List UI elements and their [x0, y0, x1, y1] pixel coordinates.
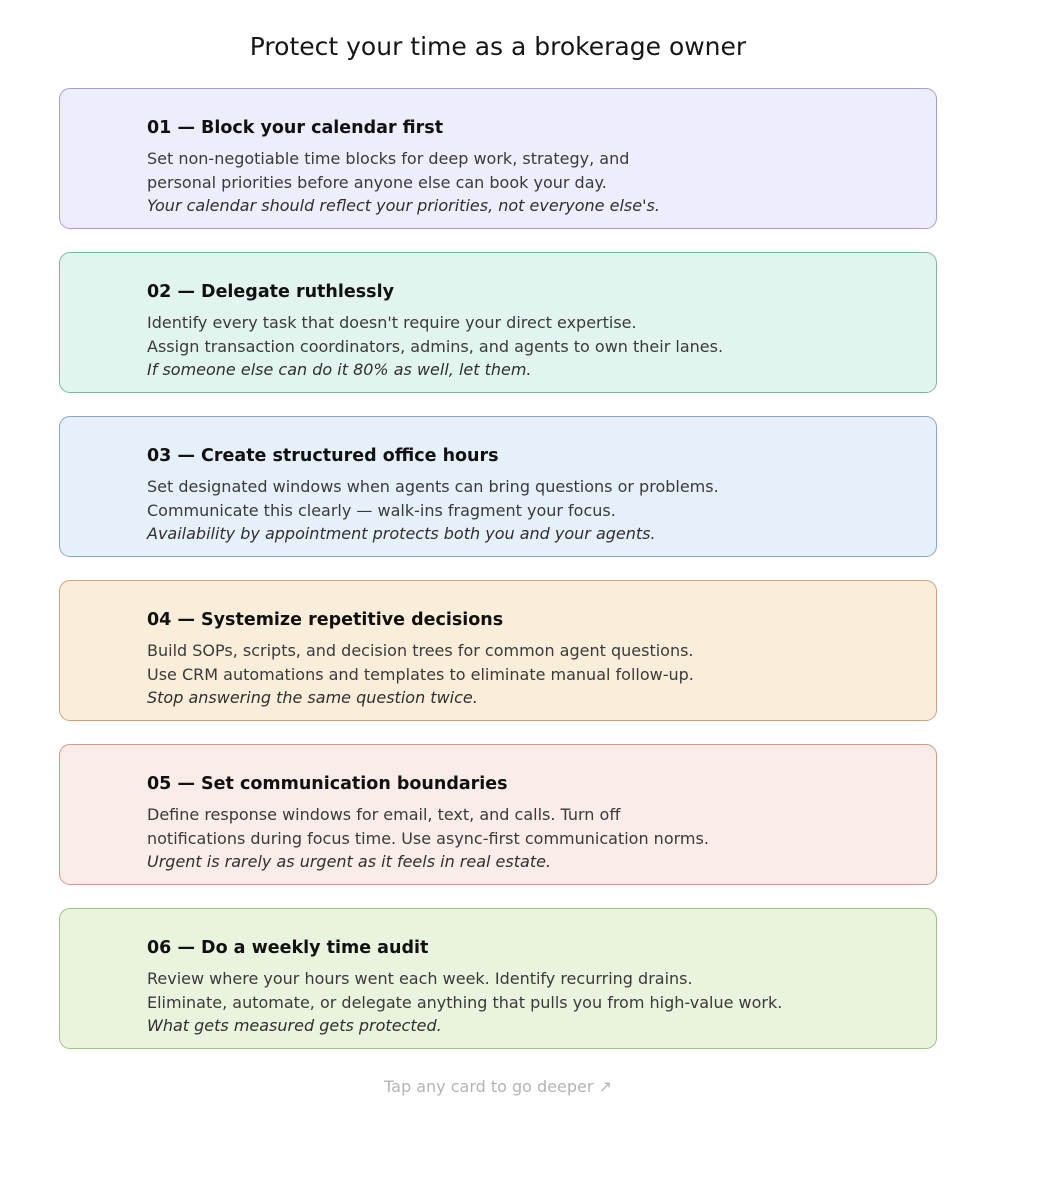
card-note: Stop answering the same question twice.: [147, 688, 478, 707]
card-body-line: Review where your hours went each week. Identify recurring drains.: [147, 969, 693, 988]
card-body-line: Identify every task that doesn't require your direct expertise.: [147, 313, 637, 332]
card-note: Urgent is rarely as urgent as it feels in real estate.: [147, 852, 552, 871]
card-title: 01 — Block your calendar first: [147, 118, 444, 138]
card-body-line: Eliminate, automate, or delegate anything that pulls you from high-value work.: [147, 992, 783, 1012]
card-body-line: Use CRM automations and templates to eliminate manual follow-up.: [147, 664, 694, 684]
card-body-line: personal priorities before anyone else can book your day.: [147, 172, 607, 192]
card-body-line: Define response windows for email, text, and calls. Turn off: [147, 805, 621, 824]
card-body-line: Build SOPs, scripts, and decision trees for common agent questions.: [147, 641, 694, 660]
card-body-line: notifications during focus time. Use async-first communication norms.: [147, 828, 709, 848]
card-body-line: Set designated windows when agents can bring questions or problems.: [147, 477, 719, 496]
card-01[interactable]: [59, 88, 937, 229]
card-note: If someone else can do it 80% as well, let them.: [147, 360, 532, 379]
card-body-line: Set non-negotiable time blocks for deep work, strategy, and: [147, 149, 630, 168]
card-list: [59, 88, 937, 1072]
footer-hint: Tap any card to go deeper ↗: [384, 1077, 612, 1096]
card-06[interactable]: [59, 908, 937, 1049]
card-title: 02 — Delegate ruthlessly: [147, 282, 394, 302]
card-note: Your calendar should reflect your priorities, not everyone else's.: [147, 196, 660, 215]
card-title: 05 — Set communication boundaries: [147, 774, 508, 794]
page-title: Protect your time as a brokerage owner: [249, 32, 747, 61]
card-body-line: Communicate this clearly — walk-ins fragment your focus.: [147, 500, 616, 520]
card-title: 06 — Do a weekly time audit: [147, 938, 429, 958]
card-title: 04 — Systemize repetitive decisions: [147, 610, 504, 630]
card-05[interactable]: [59, 744, 937, 885]
card-title: 03 — Create structured office hours: [147, 446, 499, 466]
card-body-line: Assign transaction coordinators, admins, and agents to own their lanes.: [147, 336, 724, 356]
card-03[interactable]: [59, 416, 937, 557]
card-note: Availability by appointment protects both you and your agents.: [147, 524, 656, 543]
card-04[interactable]: [59, 580, 937, 721]
card-note: What gets measured gets protected.: [147, 1016, 442, 1035]
card-02[interactable]: [59, 252, 937, 393]
